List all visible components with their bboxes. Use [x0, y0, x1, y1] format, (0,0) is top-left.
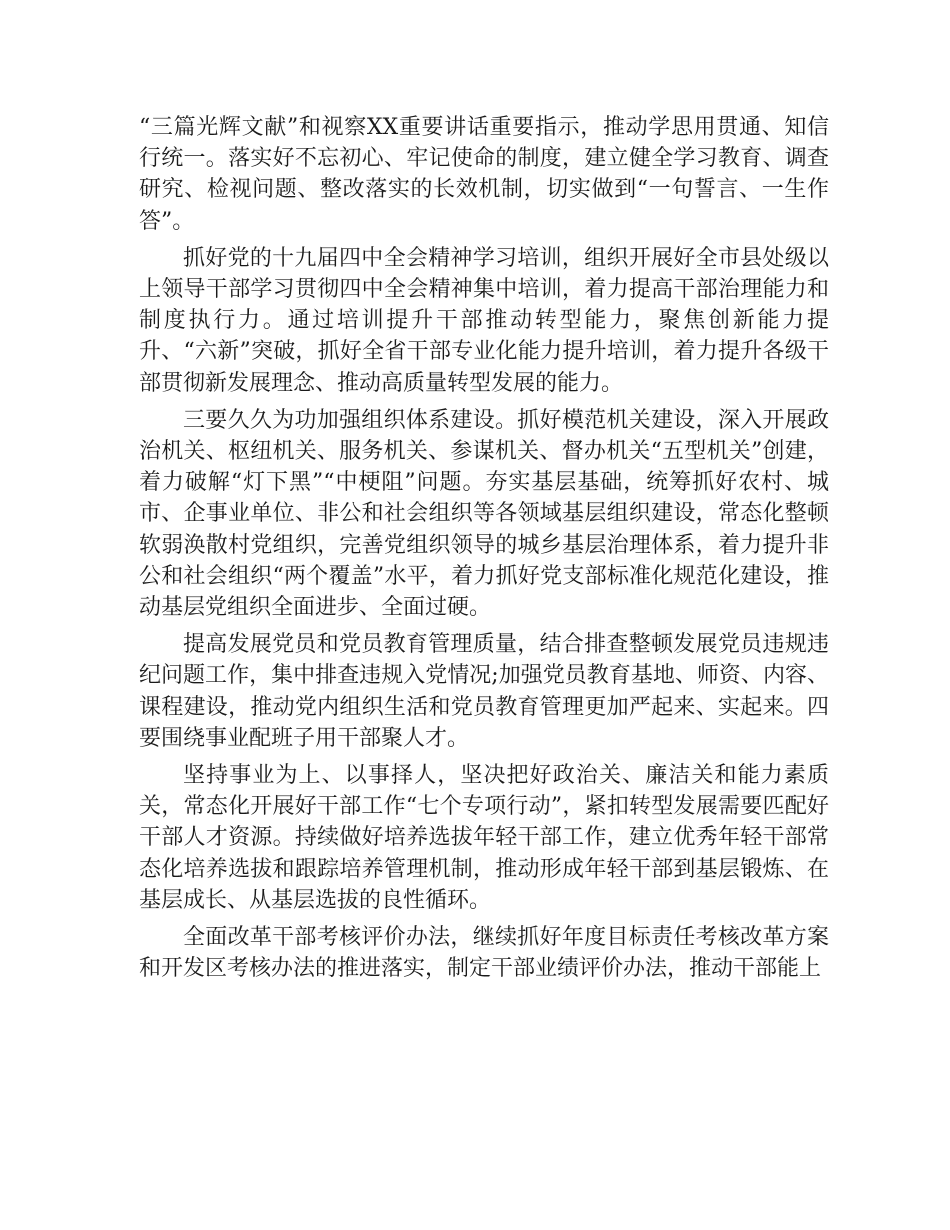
paragraph-6: 全面改革干部考核评价办法，继续抓好年度目标责任考核改革方案和开发区考核办法的推进落实，制定干部业绩评价办法，推动干部能上	[139, 925, 829, 982]
paragraph-5: 坚持事业为上、以事择人，坚决把好政治关、廉洁关和能力素质关，常态化开展好干部工作“七个专项行动”，紧扣转型发展需要匹配好干部人才资源。持续做好培养选拔年轻干部工作，建立优秀年轻干部常态化培养选拔和跟踪培养管理机制，推动形成年轻干部到基层锻炼、在基层成长、从基层选拔的良性循环。	[139, 763, 829, 913]
paragraph-4: 提高发展党员和党员教育管理质量，结合排查整顿发展党员违规违纪问题工作，集中排查违规入党情况;加强党员教育基地、师资、内容、课程建设，推动党内组织生活和党员教育管理更加严起来、实起来。四要围绕事业配班子用干部聚人才。	[139, 632, 829, 751]
paragraph-2: 抓好党的十九届四中全会精神学习培训，组织开展好全市县处级以上领导干部学习贯彻四中全会精神集中培训，着力提高干部治理能力和制度执行力。通过培训提升干部推动转型能力，聚焦创新能力提升、“六新”突破，抓好全省干部专业化能力提升培训，着力提升各级干部贯彻新发展理念、推动高质量转型发展的能力。	[139, 245, 829, 396]
paragraph-3: 三要久久为功加强组织体系建设。抓好模范机关建设，深入开展政治机关、枢纽机关、服务机关、参谋机关、督办机关“五型机关”创建，着力破解“灯下黑”“中梗阻”问题。夯实基层基础，统筹抓好农村、城市、企事业单位、非公和社会组织等各领域基层组织建设，常态化整顿软弱涣散村党组织，完善党组织领导的城乡基层治理体系，着力提升非公和社会组织“两个覆盖”水平，着力抓好党支部标准化规范化建设，推动基层党组织全面进步、全面过硬。	[139, 407, 829, 621]
paragraph-1: “三篇光辉文献”和视察XX重要讲话重要指示，推动学思用贯通、知信行统一。落实好不忘初心、牢记使命的制度，建立健全学习教育、调查研究、检视问题、整改落实的长效机制，切实做到“一句誓言、一生作答”。	[139, 115, 829, 234]
document-page	[139, 112, 829, 990]
